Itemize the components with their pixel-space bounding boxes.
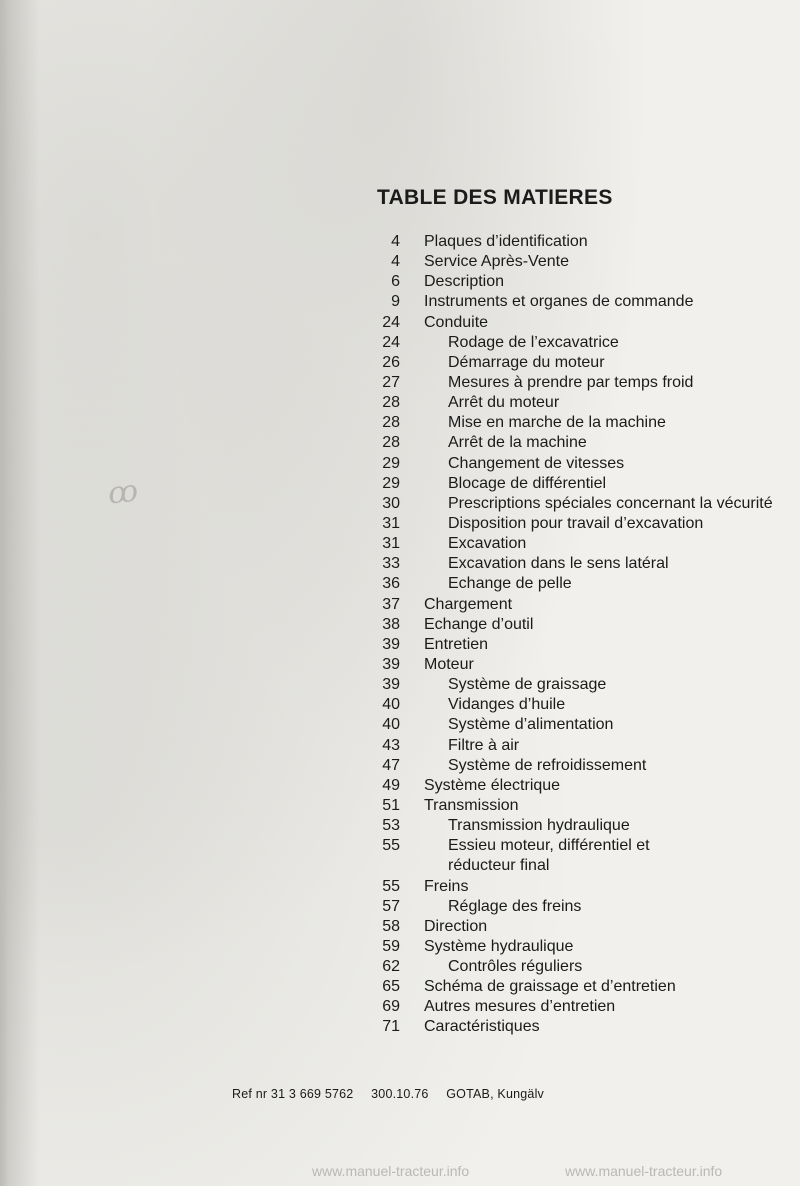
toc-page-number: 28 [382,394,400,412]
toc-page-number: 49 [382,776,400,794]
toc-entry-label: Schéma de graissage et d’entretien [424,978,676,996]
toc-entry [330,917,800,937]
toc-entry-label: Entretien [424,635,489,653]
toc-entry-label: Système d’alimentation [448,716,614,734]
toc-entry [330,856,800,876]
toc-entry [330,574,800,594]
toc-entry-label: Service Après-Vente [424,253,569,271]
toc-entry [330,313,800,333]
toc-page-number: 39 [382,635,400,653]
printer-name: GOTAB, Kungälv [446,1087,544,1101]
toc-entry-label: Mesures à prendre par temps froid [448,373,694,391]
toc-page-number: 31 [382,535,400,553]
toc-page-number: 29 [382,474,400,492]
toc-page-number: 6 [391,273,400,291]
toc-entry-label: Système électrique [424,776,561,794]
toc-page-number: 28 [382,434,400,452]
toc-page-number: 33 [382,555,400,573]
toc-entry-label: Démarrage du moteur [448,353,605,371]
faded-handwriting: ꝏ [106,473,140,512]
toc-entry-label: Blocage de différentiel [448,474,607,492]
toc-entry [330,393,800,413]
toc-entry [330,695,800,715]
toc-entry [330,534,800,554]
toc-page-number: 65 [382,978,400,996]
toc-page-number: 69 [382,998,400,1016]
toc-entry [330,433,800,453]
table-of-contents [330,232,800,1038]
toc-entry [330,736,800,756]
reference-number: Ref nr 31 3 669 5762 [232,1087,354,1101]
toc-entry-label: Conduite [424,313,489,331]
toc-entry [330,554,800,574]
toc-entry-label: Autres mesures d’entretien [424,998,616,1016]
toc-entry [330,514,800,534]
toc-page-number: 37 [382,595,400,613]
toc-entry-label: Filtre à air [448,736,520,754]
toc-page-number: 36 [382,575,400,593]
toc-page-number: 55 [382,877,400,895]
toc-page-number: 24 [382,333,400,351]
toc-entry-label: Direction [424,917,488,935]
toc-entry [330,675,800,695]
toc-entry [330,474,800,494]
toc-entry [330,494,800,514]
toc-page-number: 53 [382,817,400,835]
toc-page-number: 4 [391,233,400,250]
toc-entry [330,232,800,252]
toc-entry [330,897,800,917]
toc-entry [330,252,800,272]
toc-entry-label: Changement de vitesses [448,454,625,472]
toc-entry-label: Système de refroidissement [448,756,647,774]
watermark-text: www.manuel-tracteur.info [565,1163,723,1179]
toc-page-number: 9 [391,293,400,311]
toc-entry [330,977,800,997]
toc-page-number: 62 [382,958,400,976]
toc-entry-label: Essieu moteur, différentiel et [448,837,650,855]
toc-entry-label: Caractéristiques [424,1018,540,1036]
toc-page-number: 29 [382,454,400,472]
toc-entry [330,272,800,292]
toc-entry [330,292,800,312]
toc-page-number: 43 [382,736,400,754]
toc-entry [330,595,800,615]
toc-entry-label: Mise en marche de la machine [448,414,666,432]
toc-entry-label: Instruments et organes de commande [424,293,694,311]
toc-entry-label: Système hydraulique [424,937,574,955]
toc-page-number: 39 [382,676,400,694]
toc-entry-label: Transmission hydraulique [448,817,630,835]
toc-entry-label: Moteur [424,655,474,673]
toc-entry [330,454,800,474]
toc-entry-label: Excavation [448,535,527,553]
toc-entry [330,1017,800,1037]
toc-page-number: 27 [382,373,400,391]
toc-page-number: 57 [382,897,400,915]
toc-entry-label: Description [424,273,505,291]
toc-entry-label: Echange de pelle [448,575,572,593]
toc-entry [330,816,800,836]
toc-page-number: 59 [382,937,400,955]
watermark-text: www.manuel-tracteur.info [312,1163,470,1179]
toc-entry-label: Prescriptions spéciales concernant la vécurité [448,494,773,512]
toc-entry [330,756,800,776]
toc-entry-label: Disposition pour travail d’excavation [448,514,704,532]
toc-page-number: 30 [382,494,400,512]
toc-entry-label: Réglage des freins [448,897,582,915]
toc-page-number: 38 [382,615,400,633]
toc-entry-label: Echange d’outil [424,615,534,633]
page-title: TABLE DES MATIERES [377,186,613,209]
footer-reference [232,1087,558,1101]
toc-entry-label: Plaques d’identification [424,233,588,250]
toc-entry [330,373,800,393]
toc-entry [330,715,800,735]
toc-page-number: 39 [382,655,400,673]
toc-entry-label: Vidanges d’huile [448,696,566,714]
toc-page-number: 4 [391,253,400,271]
toc-entry [330,655,800,675]
toc-page-number: 71 [382,1018,400,1036]
toc-page-number: 26 [382,353,400,371]
toc-entry [330,615,800,635]
toc-page-number: 47 [382,756,400,774]
toc-page-number: 58 [382,917,400,935]
toc-entry [330,776,800,796]
toc-page-number: 40 [382,696,400,714]
page-edge-shadow [0,0,8,1186]
toc-entry-label: Système de graissage [448,676,607,694]
toc-entry [330,836,800,856]
toc-entry-label: Rodage de l’excavatrice [448,333,619,351]
toc-entry-label: réducteur final [448,857,550,875]
toc-page-number: 40 [382,716,400,734]
toc-entry [330,635,800,655]
toc-page-number: 55 [382,837,400,855]
toc-entry-label: Freins [424,877,469,895]
toc-entry-label: Transmission [424,796,519,814]
print-date: 300.10.76 [371,1087,429,1101]
toc-entry-label: Excavation dans le sens latéral [448,555,669,573]
toc-entry-label: Contrôles réguliers [448,958,583,976]
toc-entry [330,997,800,1017]
toc-entry [330,877,800,897]
toc-entry [330,796,800,816]
toc-page-number: 51 [382,796,400,814]
toc-entry-label: Arrêt du moteur [448,394,560,412]
toc-entry [330,333,800,353]
toc-page-number: 28 [382,414,400,432]
toc-entry [330,937,800,957]
toc-page-number: 31 [382,514,400,532]
toc-entry-label: Chargement [424,595,513,613]
toc-entry [330,353,800,373]
toc-page-number: 24 [382,313,400,331]
toc-entry [330,413,800,433]
toc-entry-label: Arrêt de la machine [448,434,587,452]
toc-entry [330,957,800,977]
